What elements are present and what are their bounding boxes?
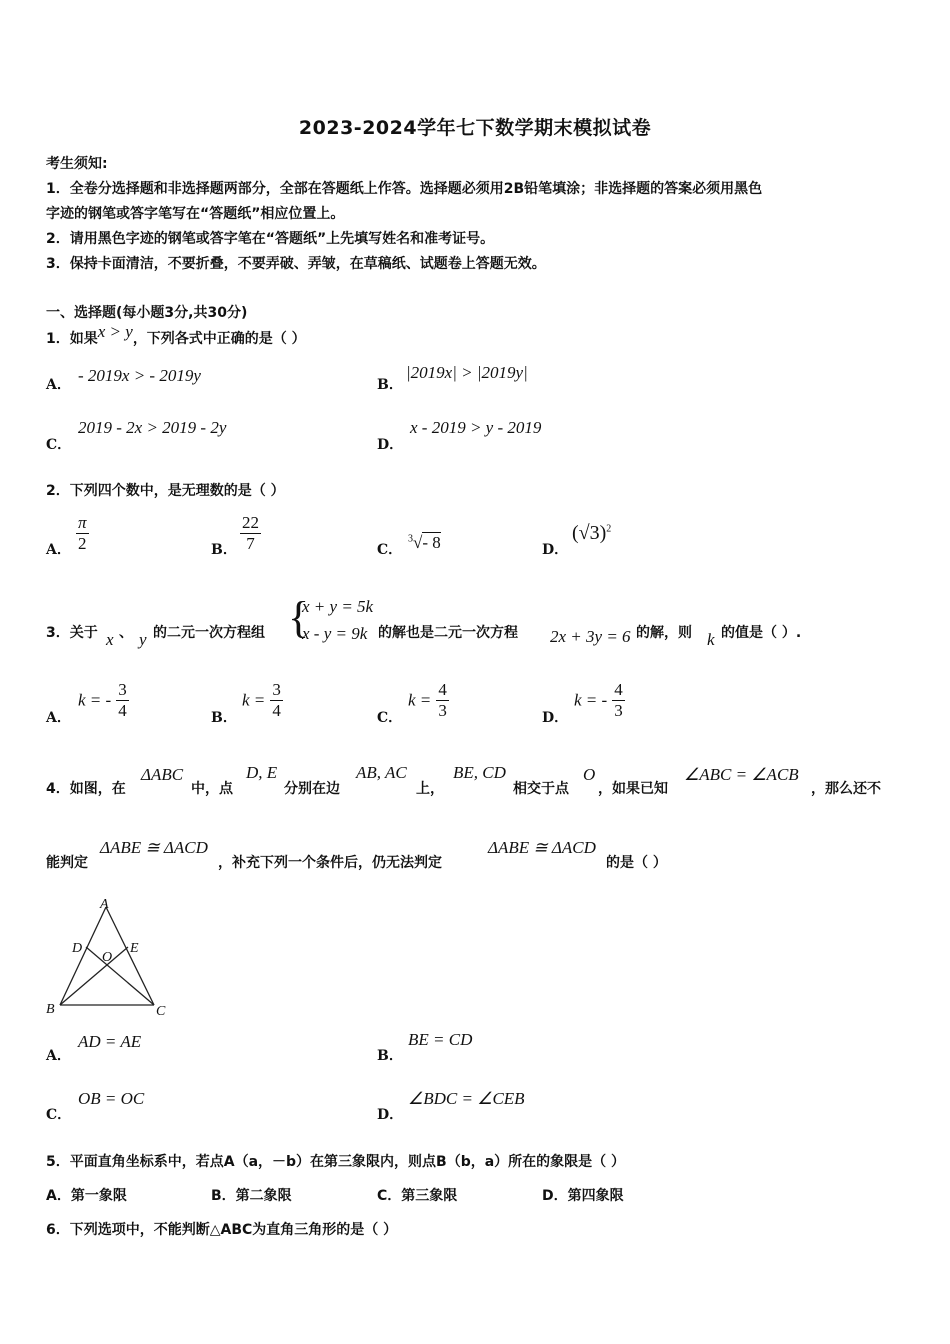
q4-sides: AB, AC (356, 763, 407, 782)
q3-pre: 3．关于 (46, 625, 98, 641)
q5-option-b: B．第二象限 (211, 1188, 292, 1204)
fig-label-a: A (100, 897, 109, 912)
q4-triangle: ΔABC (141, 765, 184, 784)
fig-label-c: C (156, 1004, 166, 1019)
fig-label-e: E (130, 941, 139, 956)
q2-option-c-index: 3 (408, 533, 413, 545)
q3-sep: 、 (119, 625, 133, 641)
q3-var-k: k (707, 630, 715, 649)
q4-option-b-label: B． (377, 1048, 403, 1064)
q2-option-d-expr (572, 522, 611, 545)
q3-eq2: x - y = 9k (302, 624, 368, 643)
q5-stem: 5．平面直角坐标系中，若点A（a，－b）在第三象限内，则点B（b，a）所在的象限是（ ） (46, 1154, 626, 1170)
q2-option-a-denominator: 2 (78, 534, 87, 553)
q4-text-3: 分别在边 (284, 781, 340, 797)
q1-option-b-label: B． (377, 377, 403, 393)
q1-condition: x > y (97, 322, 133, 341)
q4-congruence-1: ΔABE ≅ ΔACD (100, 838, 208, 857)
q4-text-10: 的是（ ） (606, 855, 667, 871)
q1-option-b-expr: |2019x| > |2019y| (406, 363, 528, 382)
q4-segments: BE, CD (453, 763, 506, 782)
q6-stem: 6．下列选项中，不能判断△ABC为直角三角形的是（ ） (46, 1222, 398, 1238)
q3-mid: 的二元一次方程组 (153, 625, 265, 641)
q3-option-c-label: C． (377, 710, 403, 726)
q1-option-c-expr: 2019 - 2x > 2019 - 2y (78, 418, 227, 437)
q2-option-b-label: B． (211, 542, 237, 558)
q3-option-b-expr: k = $\frac{3}{4}$ (242, 680, 281, 720)
q4-text-4: 上， (416, 781, 444, 797)
q3-post: 的值是（ ）. (721, 625, 802, 641)
fig-label-d: D (72, 941, 83, 956)
q4-option-a-expr: AD = AE (78, 1032, 142, 1051)
notice-line-2: 2．请用黑色字迹的钢笔或答字笔在“答题纸”上先填写姓名和准考证号。 (46, 231, 495, 247)
q5-option-c: C．第三象限 (377, 1188, 458, 1204)
q5-option-a: A．第一象限 (46, 1188, 127, 1204)
q3-var-y: y (139, 630, 147, 649)
q4-text-5: 相交于点 (513, 781, 569, 797)
fig-label-b: B (46, 1002, 55, 1017)
q4-triangle-figure (40, 895, 180, 1020)
q2-option-b-denominator: 7 (246, 534, 255, 553)
q4-option-d-expr: ∠BDC = ∠CEB (408, 1089, 525, 1108)
q2-option-b-numerator: 22 (242, 513, 259, 532)
notice-heading: 考生须知: (46, 156, 108, 172)
notice-line-1-cont: 字迹的钢笔或答字笔写在“答题纸”相应位置上。 (46, 206, 345, 222)
q3-option-b-label: B． (211, 710, 237, 726)
q3-option-d-expr: k = - $\frac{4}{3}$ (574, 680, 623, 720)
q4-text-1: 4．如图，在 (46, 781, 126, 797)
notice-line-1: 1．全卷分选择题和非选择题两部分，全部在答题纸上作答。选择题必须用2B铅笔填涂；非选择题的答案必须用黑色 (46, 181, 763, 197)
q4-text-8: 能判定 (46, 855, 88, 871)
q4-text-2: 中，点 (191, 781, 233, 797)
q1-option-d-label: D． (377, 437, 404, 453)
q2-option-d-label: D． (542, 542, 569, 558)
q2-stem: 2．下列四个数中，是无理数的是（ ） (46, 483, 285, 499)
notice-line-3: 3．保持卡面清洁，不要折叠，不要弄破、弄皱，在草稿纸、试题卷上答题无效。 (46, 256, 546, 272)
fig-side-ac (106, 907, 154, 1005)
fig-segment-be (60, 947, 128, 1005)
q4-option-c-label: C． (46, 1107, 72, 1123)
q3-var-x: x (106, 630, 114, 649)
q4-text-9: ，补充下列一个条件后，仍无法判定 (218, 855, 442, 871)
q4-points: D, E (246, 763, 278, 782)
q2-option-c-radical: $^3$√- 8 (408, 533, 441, 552)
q2-option-a-numerator: π (78, 513, 87, 532)
q1-option-c-label: C． (46, 437, 72, 453)
q3-option-d-label: D． (542, 710, 569, 726)
q3-option-a-expr: k = - $\frac{3}{4}$ (78, 680, 127, 720)
q4-text-6: ，如果已知 (598, 781, 668, 797)
q2-option-d-exponent: 2 (606, 523, 612, 535)
q4-option-d-label: D． (377, 1107, 404, 1123)
q3-option-a-label: A． (46, 710, 71, 726)
q3-mid2: 的解也是二元一次方程 (378, 625, 518, 641)
q3-eq1: x + y = 5k (302, 597, 374, 616)
section-heading: 一、选择题(每小题3分,共30分) (46, 305, 248, 321)
q4-option-a-label: A． (46, 1048, 71, 1064)
q2-option-b-fraction (240, 513, 261, 554)
q4-point-o: O (583, 765, 596, 784)
page-title: 2023-2024学年七下数学期末模拟试卷 (298, 117, 652, 139)
q1-option-d-expr: x - 2019 > y - 2019 (410, 418, 542, 437)
q5-option-d: D．第四象限 (542, 1188, 624, 1204)
q4-congruence-2: ΔABE ≅ ΔACD (488, 838, 596, 857)
fig-side-ab (60, 907, 106, 1005)
q3-system-brace: { (288, 593, 310, 642)
q2-option-a-fraction (76, 513, 89, 554)
q4-option-c-expr: OB = OC (78, 1089, 145, 1108)
q2-option-c-label: C． (377, 542, 403, 558)
q4-text-7: ，那么还不 (811, 781, 881, 797)
q3-option-c-expr: k = $\frac{4}{3}$ (408, 680, 447, 720)
fig-label-o: O (102, 950, 113, 965)
q1-stem: 1．如果x > y，下列各式中正确的是（ ） (46, 322, 306, 347)
q2-option-d-base: (√3) (572, 522, 607, 544)
q4-option-b-expr: BE = CD (408, 1030, 473, 1049)
q4-angles: ∠ABC = ∠ACB (684, 765, 799, 784)
q3-eq3: 2x + 3y = 6 (550, 627, 631, 646)
q1-option-a-expr: - 2019x > - 2019y (78, 366, 201, 385)
q3-mid3: 的解，则 (636, 625, 692, 641)
q2-option-c-radicand: - 8 (422, 533, 441, 552)
q2-option-a-label: A． (46, 542, 71, 558)
fig-segment-cd (86, 947, 154, 1005)
q1-option-a-label: A． (46, 377, 71, 393)
